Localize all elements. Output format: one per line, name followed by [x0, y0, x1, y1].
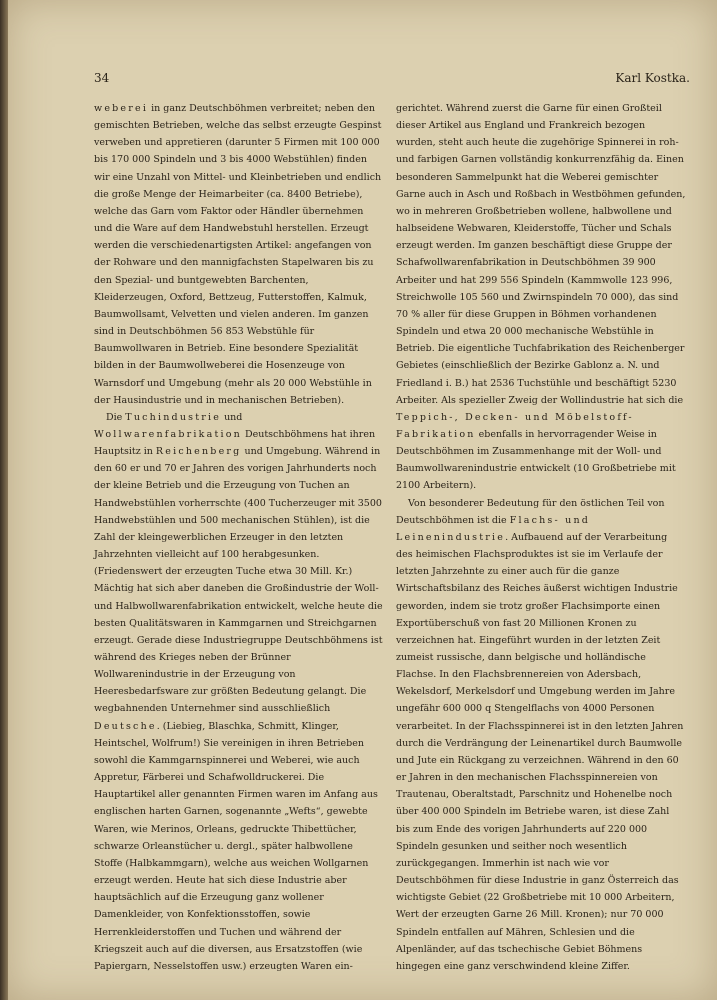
- spaced-emphasis-text: Deutsche: [94, 720, 157, 732]
- running-head: Karl Kostka.: [615, 71, 690, 85]
- spaced-emphasis-text: Wollwarenfabrikation: [94, 428, 242, 440]
- text-run: gerichtet. Während zuerst die Garne für einen Großteil dieser Artikel aus England und Frankreich bezogen wurden, steht auch heute die zugehörige Spinnerei in roh- und farbigen Garnen vollständig konkurrenzfähig da. Einen besonderen Sammelpunkt hat die Weberei gemischter Garne auch in Asch und Roßbach in Westböhmen gefunden, wo in mehreren Großbetrieben wollene, halbwollene und halbseidene Webwaren, Kleiderstoffe, Tücher und Schals erzeugt werden. Im ganzen beschäftigt diese Gruppe der Schafwollwarenfabrikation in Deutschböhmen 39 900 Arbeiter und hat 299 556 Spindeln (Kammwolle 123 996, Streichwolle 105 560 und Zwirnspindeln 70 000), das sind 70 % aller für diese Gruppen in Böhmen vorhandenen Spindeln und etwa 20 000 mechanische Webstühle in Betrieb. Die eigentliche Tuchfabrikation des Reichenberger Gebietes (einschließlich der Bezirke Gablonz a. N. und Friedland i. B.) hat 2536 Tuchstühle und beschäftigt 5230 Arbeiter. Als spezieller Zweig der Wollindustrie hat sich die: [396, 103, 686, 406]
- spaced-emphasis-text: Teppich-, Decken- und Möbelstoff-Fabrikation: [396, 411, 634, 440]
- spaced-emphasis-text: Flachs- und Leinenindustrie: [396, 514, 591, 543]
- text-run: Die: [106, 411, 126, 423]
- paragraph: [94, 100, 384, 409]
- paragraph: [94, 409, 384, 975]
- text-run: und Umgebung. Während in den 60 er und 70 er Jahren des vorigen Jahrhunderts noch der kleine Betrieb und die Erzeugung von Tuchen an Handwebstühlen vorherrschte (400 Tucherzeuger mit 3500 Handwebstühlen und 500 mechanischen Stühlen), ist die Zahl der kleingewerblichen Erzeuger in den letzten Jahrzehnten vielleicht auf 100 herabgesunken. (Friedenswert der erzeugten Tuche etwa 30 Mill. Kr.) Mächtig hat sich aber daneben die Großindustrie der Woll- und Halbwollwarenfabrikation entwickelt, welche heute die besten Qualitätswaren in Kammgarnen und Streichgarnen erzeugt. Gerade diese Industriegruppe Deutschböhmens ist während des Krieges neben der Brünner Wollwarenindustrie in der Erzeugung von Heeresbedarfsware zur größten Bedeutung gelangt. Die wegbahnenden Unternehmer sind ausschließlich: [94, 446, 383, 715]
- scan-edge: [0, 0, 8, 1000]
- spaced-emphasis-text: Reichenberg: [155, 446, 242, 458]
- text-run: Von besonderer Bedeutung für den östlichen Teil von Deutschböhmen ist die: [396, 497, 665, 526]
- spaced-emphasis-text: weberei: [94, 103, 149, 114]
- paragraph: [396, 100, 686, 495]
- text-run: ebenfalls in hervorragender Weise in Deutschböhmen im Zusammenhange mit der Woll- und Baumwollwarenindustrie entwickelt (10 Großbetriebe mit 2100 Arbeitern).: [396, 428, 676, 492]
- text-run: . (Liebieg, Blaschka, Schmitt, Klinger, Heintschel, Wolfrum!) Sie vereinigen in ihren Betrieben sowohl die Kammgarnspinnerei und Weberei, wie auch Appretur, Färberei und Schafwolldruckerei. Die Hauptartikel aller genannten Firmen waren im Anfang aus englischen harten Garnen, sogenannte „Wefts“, gewebte Waren, wie Merinos, Orleans, gedruckte Thibettücher, schwarze Orleanstücher u. dergl., später halbwollene Stoffe (Halbkammgarn), welche aus weichen Wollgarnen erzeugt werden. Heute hat sich diese Industrie aber hauptsächlich auf die Erzeugung ganz wollener Damenkleider, von Konfektionsstoffen, sowie Herrenkleiderstoffen und Tuchen und während der Kriegszeit auch auf die diversen, aus Ersatzstoffen (wie Papiergarn, Nesselstoffen usw.) erzeugten Waren ein-: [94, 720, 378, 972]
- right-text-column: [396, 100, 686, 975]
- paragraph: [396, 495, 686, 975]
- text-run: Deutschböhmens hat ihren Hauptsitz in: [94, 428, 376, 458]
- page-number: 34: [94, 71, 110, 85]
- text-run: in ganz Deutschböhmen verbreitet; neben den gemischten Betrieben, welche das selbst erzeugte Gespinst verweben und appretieren (darunter 5 Firmen mit 100 000 bis 170 000 Spindeln und 3 bis 4000 Webstühlen) finden wir eine Unzahl von Mittel- und Kleinbetrieben und endlich die große Menge der Heimarbeiter (ca. 8400 Betriebe), welche das Garn vom Faktor oder Händler übernehmen und die Ware auf dem Handwebstuhl herstellen. Erzeugt werden die verschiedenartigsten Artikel: angefangen von der Rohware und den mannigfachsten Stapelwaren bis zu den Spezial- und buntgewebten Barchenten, Kleiderzeugen, Oxford, Bettzeug, Futterstoffen, Kalmuk, Baumwollsamt, Velvetten und vielen anderen. Im ganzen sind in Deutschböhmen 56 853 Webstühle für Baumwollwaren in Betrieb. Eine besondere Spezialität bilden in der Baumwollweberei die Hosenzeuge von Warnsdorf und Umgebung (mehr als 20 000 Webstühle in der Hausindustrie und in mechanischen Betrieben).: [94, 103, 382, 406]
- page-header: [94, 71, 690, 91]
- spaced-emphasis-text: Tuchindustrie: [125, 411, 222, 423]
- scan-mark: [705, 6, 711, 7]
- left-text-column: [94, 100, 384, 975]
- text-run: . Aufbauend auf der Verarbeitung des heimischen Flachsproduktes ist sie im Verlaufe der letzten Jahrzehnte zu einer auch für die ganze Wirtschaftsbilanz des Reiches äußerst wichtigen Industrie geworden, indem sie trotz großer Flachsimporte einen Exportüberschuß von fast 20 Millionen Kronen zu verzeichnen hat. Eingeführt wurden in der letzten Zeit zumeist russische, dann belgische und holländische Flachse. In den Flachsbrennereien von Adersbach, Wekelsdorf, Merkelsdorf und Umgebung werden im Jahre ungefähr 600 000 q Stengelflachs von 4000 Personen verarbeitet. In der Flachsspinnerei ist in den letzten Jahren durch die Verdrängung der Leinenartikel durch Baumwolle und Jute ein Rückgang zu verzeichnen. Während in den 60 er Jahren in den mechanischen Flachsspinnereien von Trautenau, Oberaltstadt, Parschnitz und Hohenelbe noch über 400 000 Spindeln im Betriebe waren, ist diese Zahl bis zum Ende des vorigen Jahrhunderts auf 220 000 Spindeln gesunken und seither noch wesentlich zurückgegangen. Immerhin ist nach wie vor Deutschböhmen für diese Industrie in ganz Österreich das wichtigste Gebiet (22 Großbetriebe mit 10 000 Arbeitern, Wert der erzeugten Garne 26 Mill. Kronen); nur 70 000 Spindeln entfallen auf Mähren, Schlesien und die Alpenländer, auf das tschechische Gebiet Böhmens hingegen eine ganz verschwindend kleine Ziffer.: [396, 531, 684, 972]
- text-run: und: [221, 411, 243, 423]
